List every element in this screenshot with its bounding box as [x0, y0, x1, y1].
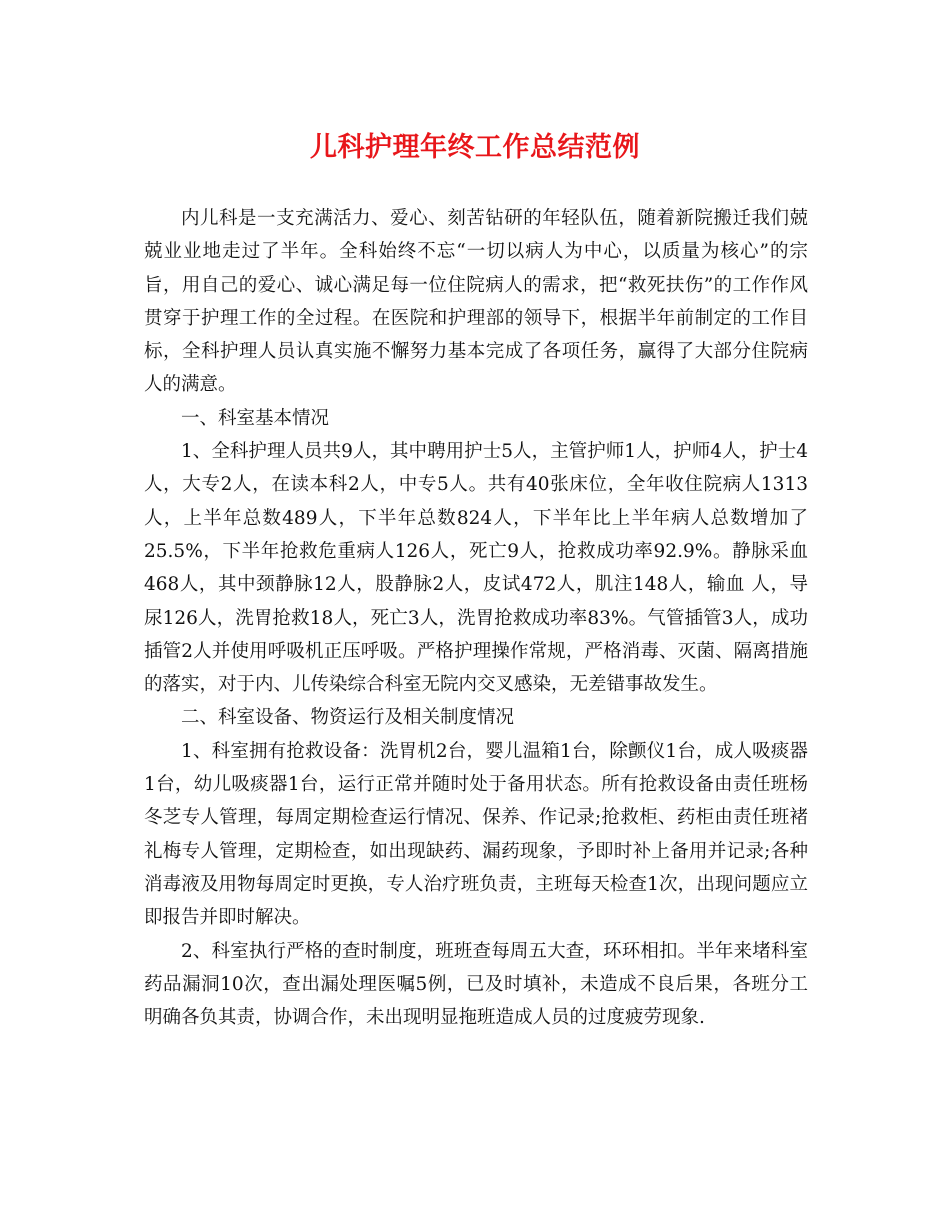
equipment-paragraph: 1、科室拥有抢救设备：洗胃机2台，婴儿温箱1台，除颤仪1台，成人吸痰器1台，幼儿吸痰器1台，运行正常并随时处于备用状态。所有抢救设备由责任班杨冬芝专人管理，每周定期检查运行情况、保养、作记录;抢救柜、药柜由责任班褚礼梅专人管理，定期检查，如出现缺药、漏药现象，予即时补上备用并记录;各种消毒液及用物每周定时更换，专人治疗班负责，主班每天检查1次，出现问题应立即报告并即时解决。 [144, 740, 808, 929]
section-heading-equipment: 二、科室设备、物资运行及相关制度情况 [181, 707, 515, 729]
intro-paragraph: 内儿科是一支充满活力、爱心、刻苦钻研的年轻队伍，随着新院搬迁我们兢兢业业地走过了半年。全科始终不忘“一切以病人为中心，以质量为核心”的宗旨，用自己的爱心、诚心满足每一位住院病人的需求，把“救死扶伤”的工作作风贯穿于护理工作的全过程。在医院和护理部的领导下，根据半年前制定的工作目标，全科护理人员认真实施不懈努力基本完成了各项任务，赢得了大部分住院病人的满意。 [144, 208, 808, 396]
staff-statistics-paragraph: 1、全科护理人员共9人，其中聘用护士5人，主管护师1人，护师4人，护士4人，大专2人，在读本科2人，中专5人。共有40张床位，全年收住院病人1313人，上半年总数489人，下半年总数824人，下半年比上半年病人总数增加了25.5%，下半年抢救危重病人126人，死亡9人，抢救成功率92.9%。静脉采血468人，其中颈静脉12人，股静脉2人，皮试472人，肌注148人，输血 人，导尿126人，洗胃抢救18人，死亡3人，洗胃抢救成功率83%。气管插管3人，成功插管2人并使用呼吸机正压呼吸。严格护理操作常规，严格消毒、灭菌、隔离措施的落实，对于内、儿传染综合科室无院内交叉感染，无差错事故发生。 [144, 441, 808, 696]
inspection-system-paragraph: 2、科室执行严格的查时制度，班班查每周五大查，环环相扣。半年来堵科室药品漏洞10次，查出漏处理医嘱5例，已及时填补，未造成不良后果，各班分工明确各负其责，协调合作，未出现明显拖班造成人员的过度疲劳现象. [144, 940, 808, 1029]
section-heading-basic-situation: 一、科室基本情况 [181, 407, 330, 429]
document-title: 儿科护理年终工作总结范例 [310, 132, 640, 163]
document-body [144, 202, 808, 1034]
